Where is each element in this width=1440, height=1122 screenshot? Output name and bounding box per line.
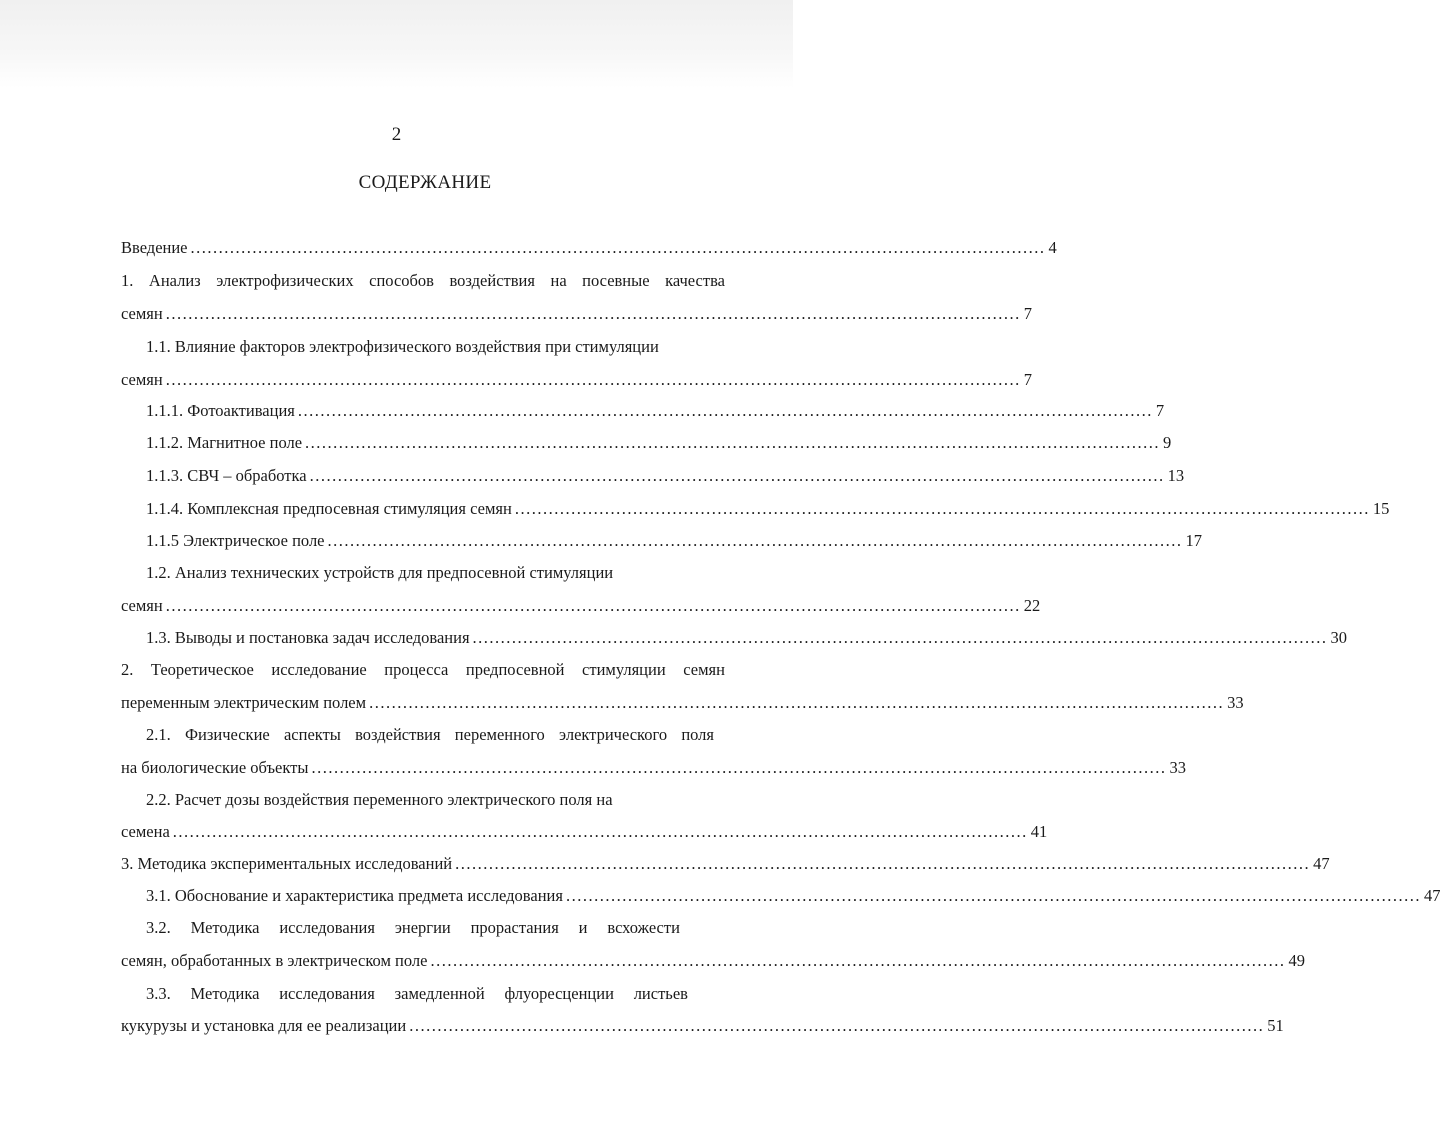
toc-word: Теоретическое [150, 660, 254, 679]
toc-word: качества [665, 271, 725, 290]
toc-entry-page: 33 [1169, 758, 1186, 777]
toc-word: 3.3. [146, 984, 171, 1003]
toc-entry-page: 7 [1023, 370, 1032, 389]
dot-leader: ........................................................................................................................................................ [165, 370, 1021, 389]
toc-word: Методика [190, 918, 260, 937]
toc-entry-section-2-2[interactable] [146, 787, 725, 813]
toc-entry-chapter-1[interactable] [121, 268, 725, 294]
toc-entry-section-2-1[interactable] [146, 722, 714, 748]
toc-entry-introduction[interactable] [121, 235, 1057, 261]
toc-word: 1. [121, 271, 134, 290]
toc-entry-text: семена [121, 822, 170, 841]
dot-leader: ........................................................................................................................................................ [472, 628, 1328, 647]
toc-word: 2.1. [146, 725, 171, 744]
toc-entry-text: 1.1. Влияние факторов электрофизического воздействия при стимуляции [146, 337, 659, 356]
toc-entry-text: 1.1.2. Магнитное поле [146, 433, 303, 452]
toc-entry-text: 1.1.1. Фотоактивация [146, 401, 295, 420]
toc-entry-page: 49 [1288, 951, 1305, 970]
toc-word: Методика [190, 984, 260, 1003]
toc-entry-section-2-1-cont[interactable] [121, 755, 1186, 781]
toc-entry-page: 41 [1030, 822, 1048, 841]
toc-entry-text: 1.2. Анализ технических устройств для предпосевной стимуляции [146, 563, 614, 582]
toc-entry-text: семян [121, 596, 163, 615]
page-number: 2 [391, 124, 402, 145]
toc-word: исследования [279, 984, 375, 1003]
toc-word: электрического [559, 725, 668, 744]
toc-entry-text: 3. Методика экспериментальных исследований [121, 854, 453, 873]
toc-entry-section-3-2-cont[interactable] [121, 948, 1305, 974]
toc-word: Анализ [148, 271, 201, 290]
toc-entry-section-1-1-1[interactable] [146, 398, 1165, 424]
toc-entry-text: семян [121, 304, 163, 323]
toc-entry-text: Введение [121, 238, 188, 257]
toc-entry-page: 47 [1423, 886, 1440, 905]
toc-entry-text: на биологические объекты [121, 758, 309, 777]
toc-entry-page: 33 [1227, 693, 1244, 712]
dot-leader: ........................................................................................................................................................ [190, 238, 1046, 257]
toc-entry-page: 22 [1023, 596, 1041, 615]
dot-leader: ........................................................................................................................................................ [327, 531, 1183, 550]
toc-word: замедленной [394, 984, 485, 1003]
toc-entry-text [146, 915, 680, 941]
toc-word: посевные [582, 271, 650, 290]
toc-word: стимуляции [582, 660, 666, 679]
toc-word: воздействия [355, 725, 441, 744]
dot-leader: ........................................................................................................................................................ [165, 596, 1021, 615]
toc-entry-text [146, 981, 688, 1007]
toc-word: всхожести [607, 918, 680, 937]
toc-entry-text [121, 657, 725, 683]
toc-entry-section-2-2-cont[interactable] [121, 819, 1048, 845]
page-title: СОДЕРЖАНИЕ [358, 172, 492, 193]
toc-word: флуоресценции [504, 984, 614, 1003]
toc-entry-page: 9 [1163, 433, 1172, 452]
toc-entry-chapter-2-cont[interactable] [121, 690, 1244, 716]
dot-leader: ........................................................................................................................................................ [455, 854, 1311, 873]
toc-word: аспекты [283, 725, 341, 744]
toc-entry-text: переменным электрическим полем [121, 693, 367, 712]
toc-entry-section-1-1-4[interactable] [146, 496, 1390, 522]
toc-entry-text: 3.1. Обоснование и характеристика предмета исследования [146, 886, 563, 905]
toc-entry-text: 1.1.4. Комплексная предпосевная стимуляция семян [146, 499, 512, 518]
toc-entry-page: 7 [1155, 401, 1165, 420]
toc-entry-chapter-3[interactable] [121, 851, 1330, 877]
dot-leader: ........................................................................................................................................................ [409, 1016, 1265, 1035]
toc-word: способов [369, 271, 434, 290]
toc-entry-chapter-1-cont[interactable] [121, 301, 1032, 327]
toc-entry-section-1-1-5[interactable] [146, 528, 1203, 554]
toc-word: процесса [384, 660, 449, 679]
toc-entry-section-3-3[interactable] [146, 981, 688, 1007]
toc-word: и [578, 918, 588, 937]
toc-entry-page: 47 [1313, 854, 1330, 873]
toc-word: исследование [271, 660, 367, 679]
toc-entry-section-3-1[interactable] [146, 883, 1440, 909]
toc-entry-text: 1.1.3. СВЧ – обработка [146, 466, 307, 485]
toc-entry-section-1-1-3[interactable] [146, 463, 1185, 489]
toc-entry-page: 15 [1372, 499, 1390, 518]
toc-word: 3.2. [146, 918, 171, 937]
toc-word: листьев [633, 984, 688, 1003]
toc-entry-text [146, 722, 714, 748]
toc-word: переменного [454, 725, 545, 744]
toc-entry-page: 30 [1330, 628, 1348, 647]
toc-entry-section-1-1-2[interactable] [146, 430, 1172, 456]
dot-leader: ........................................................................................................................................................ [430, 951, 1286, 970]
toc-word: электрофизических [216, 271, 354, 290]
toc-entry-page: 4 [1048, 238, 1057, 257]
toc-entry-section-1-1-cont[interactable] [121, 367, 1032, 393]
toc-entry-text: 1.1.5 Электрическое поле [146, 531, 325, 550]
toc-entry-text: 1.3. Выводы и постановка задач исследования [146, 628, 470, 647]
toc-entry-section-3-3-cont[interactable] [121, 1013, 1284, 1039]
toc-entry-text: кукурузы и установка для ее реализации [121, 1016, 407, 1035]
dot-leader: ........................................................................................................................................................ [305, 433, 1161, 452]
toc-word: Физические [184, 725, 270, 744]
dot-leader: ........................................................................................................................................................ [369, 693, 1225, 712]
toc-entry-section-1-3[interactable] [146, 625, 1348, 651]
dot-leader: ........................................................................................................................................................ [514, 499, 1370, 518]
toc-entry-page: 17 [1185, 531, 1203, 550]
dot-leader: ........................................................................................................................................................ [165, 304, 1021, 323]
toc-entry-section-1-2[interactable] [146, 560, 725, 586]
dot-leader: ........................................................................................................................................................ [172, 822, 1028, 841]
dot-leader: ........................................................................................................................................................ [311, 758, 1167, 777]
toc-entry-text: семян [121, 370, 163, 389]
scan-shadow [0, 0, 793, 88]
toc-word: 2. [121, 660, 134, 679]
toc-word: предпосевной [465, 660, 565, 679]
toc-entry-section-1-2-cont[interactable] [121, 593, 1041, 619]
toc-entry-text [121, 268, 725, 294]
toc-entry-page: 13 [1167, 466, 1185, 485]
toc-word: энергии [394, 918, 451, 937]
dot-leader: ........................................................................................................................................................ [565, 886, 1421, 905]
toc-entry-section-3-2[interactable] [146, 915, 680, 941]
dot-leader: ........................................................................................................................................................ [309, 466, 1165, 485]
toc-word: прорастания [470, 918, 559, 937]
toc-word: воздействия [449, 271, 535, 290]
toc-word: на [550, 271, 567, 290]
toc-entry-text: 2.2. Расчет дозы воздействия переменного электрического поля на [146, 790, 613, 809]
toc-entry-page: 51 [1267, 1016, 1284, 1035]
toc-entry-chapter-2[interactable] [121, 657, 725, 683]
toc-entry-section-1-1[interactable] [146, 334, 725, 360]
dot-leader: ........................................................................................................................................................ [297, 401, 1153, 420]
toc-word: исследования [279, 918, 375, 937]
toc-word: семян [683, 660, 725, 679]
toc-word: поля [681, 725, 714, 744]
toc-entry-page: 7 [1023, 304, 1032, 323]
toc-entry-text: семян, обработанных в электрическом поле [121, 951, 428, 970]
